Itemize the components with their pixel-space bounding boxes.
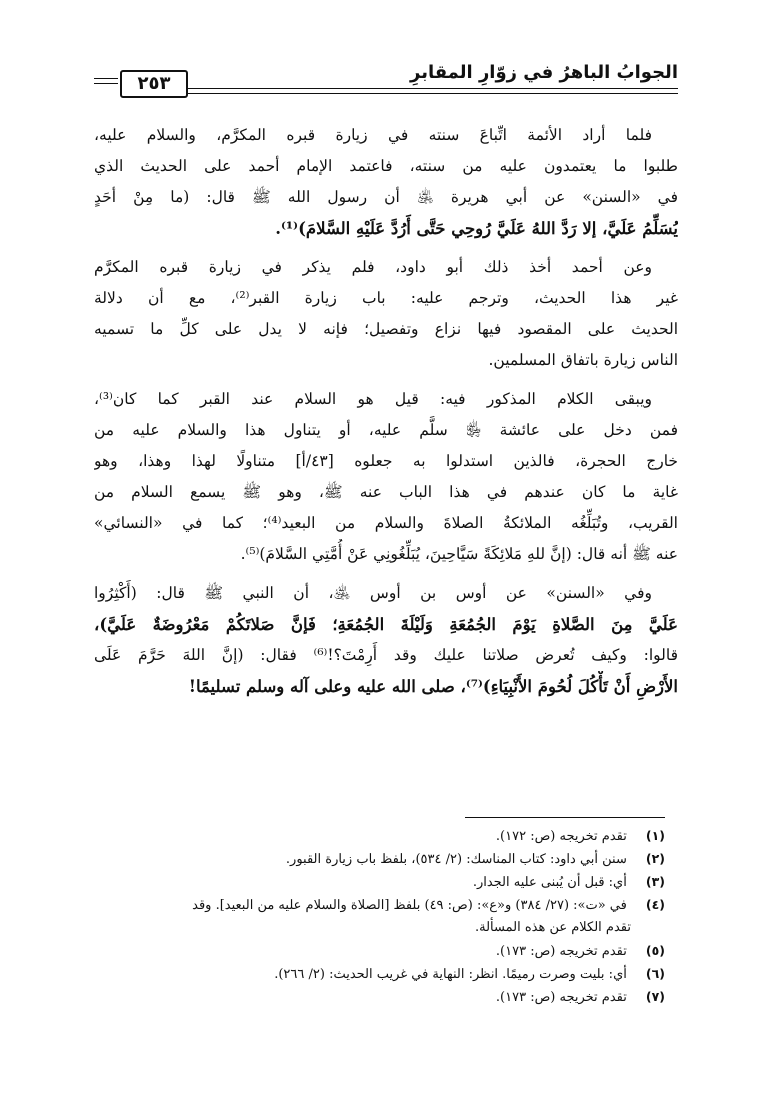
page-number: ٢٥٣ bbox=[120, 70, 188, 98]
footnote-text: أي: قبل أن يُبنى عليه الجدار. bbox=[472, 875, 627, 890]
footnote-number: (١) bbox=[645, 828, 665, 843]
footnote bbox=[81, 985, 665, 1008]
text-line: وفي «السنن» عن أوس بن أوس ﵁، أن النبي ﷺ قال: (أَكْثِرُوا bbox=[94, 584, 652, 602]
footnote-number: (٤) bbox=[645, 897, 665, 912]
hadith-line: الأَرْضِ أَنْ تَأْكُلَ لُحُومَ الأَنْبِيَاءِ)⁽⁷⁾، صلى الله عليه وعلى آله وسلم تسليمًا! bbox=[188, 677, 678, 696]
hadith-line: عَلَيَّ مِنَ الصَّلاةِ يَوْمَ الجُمُعَةِ وَلَيْلَةَ الجُمُعَةِ؛ فَإنَّ صَلاتَكُمْ مَعْرُوضَةٌ عَلَيَّ)، bbox=[94, 615, 678, 634]
main-text bbox=[94, 120, 678, 710]
footnote bbox=[81, 847, 665, 870]
paragraph bbox=[94, 252, 678, 376]
paragraph bbox=[94, 120, 678, 244]
footnote bbox=[81, 939, 665, 962]
text-line: الناس زيارة باتفاق المسلمين. bbox=[488, 351, 678, 369]
header-rule bbox=[94, 78, 118, 79]
footnote-text: تقدم تخريجه (ص: ١٧٣). bbox=[495, 990, 627, 1005]
header-rule bbox=[186, 88, 678, 89]
text-line: القريب، وتُبَلِّغُه الملائكةُ الصلاةَ والسلام من البعيد⁽⁴⁾؛ كما في «النسائي» bbox=[94, 514, 678, 532]
footnote bbox=[81, 962, 665, 985]
text-line: خارج الحجرة، فالذين استدلوا به جعلوه [٤٣/أ] متناولًا لهذا وهذا، وهو bbox=[94, 452, 678, 470]
footnote bbox=[81, 824, 665, 847]
footnote bbox=[81, 870, 665, 893]
text-line: غير هذا الحديث، وترجم عليه: باب زيارة القبر⁽²⁾، مع أن دلالة bbox=[94, 289, 678, 307]
header-rule bbox=[94, 83, 118, 84]
text-line: في «السنن» عن أبي هريرة ﵁ أن رسول الله ﷺ قال: (ما مِنْ أحَدٍ bbox=[94, 188, 678, 206]
paragraph bbox=[94, 384, 678, 570]
text-line: فلما أراد الأئمة اتِّباعَ سنته في زيارة قبره المكرَّم، والسلام عليه، bbox=[94, 126, 652, 144]
footnote-number: (٦) bbox=[645, 966, 665, 981]
footnote-text: أي: بليت وصرت رميمًا. انظر: النهاية في غريب الحديث: (٢/ ٢٦٦). bbox=[274, 967, 627, 982]
footnote-text: سنن أبي داود: كتاب المناسك: (٢/ ٥٣٤)، بلفظ باب زيارة القبور. bbox=[285, 852, 627, 867]
footnote-text: تقدم تخريجه (ص: ١٧٣). bbox=[495, 944, 627, 959]
text-line: قالوا: وكيف تُعرض صلاتنا عليك وقد أَرِمْتَ؟!⁽⁶⁾ فقال: (إنَّ اللهَ حَرَّمَ عَلَى bbox=[94, 646, 678, 664]
footnote-continuation: تقدم الكلام عن هذه المسألة. bbox=[474, 920, 631, 935]
footnote-number: (٥) bbox=[645, 943, 665, 958]
text-line: فمن دخل على عائشة ﵂ سلَّم عليه، أو يتناول هذا والسلام عليه من bbox=[94, 421, 678, 439]
running-title: الجوابُ الباهرُ في زوّارِ المقابرِ bbox=[410, 62, 678, 83]
text-line: وعن أحمد أخذ ذلك أبو داود، فلم يذكر في زيارة قبره المكرَّم bbox=[94, 258, 652, 276]
footnote-divider bbox=[465, 817, 665, 818]
text-line: عنه ﷺ أنه قال: (إنَّ للهِ مَلائِكَةً سَيَّاحِينَ، يُبَلِّغُونِي عَنْ أُمَّتِي السَّلامَ)⁽⁵⁾. bbox=[240, 545, 678, 563]
footnote-number: (٧) bbox=[645, 989, 665, 1004]
text-line: غاية ما كان عندهم في هذا الباب عنه ﷺ، وهو ﷺ يسمع السلام من bbox=[94, 483, 678, 501]
footnote-text: في «ت»: (٢٧/ ٣٨٤) و«ع»: (ص: ٤٩) بلفظ [الصلاة والسلام عليه من البعيد]. وقد bbox=[192, 898, 627, 913]
text-line: طلبوا ما يعتمدون عليه من سنته، فاعتمد الإمام أحمد على الحديث الذي bbox=[94, 157, 678, 175]
text-line: ويبقى الكلام المذكور فيه: قيل هو السلام عند القبر كما كان⁽³⁾، bbox=[94, 390, 652, 408]
header-rule bbox=[186, 93, 678, 94]
footnote bbox=[81, 893, 665, 916]
paragraph bbox=[94, 578, 678, 702]
footnote-number: (٣) bbox=[645, 874, 665, 889]
hadith-line: يُسَلِّمُ عَلَيَّ، إلا رَدَّ اللهُ عَلَيَّ رُوحِي حَتَّى أَرُدَّ عَلَيْهِ السَّلامَ)⁽¹⁾. bbox=[275, 219, 678, 238]
footnote-number: (٢) bbox=[645, 851, 665, 866]
footnote-text: تقدم تخريجه (ص: ١٧٢). bbox=[495, 829, 627, 844]
text-line: الحديث على المقصود فيها نزاع وتفصيل؛ فإنه لا يدل على كلِّ ما تسميه bbox=[94, 320, 678, 338]
page-header bbox=[94, 56, 678, 102]
footnotes bbox=[81, 824, 665, 1008]
